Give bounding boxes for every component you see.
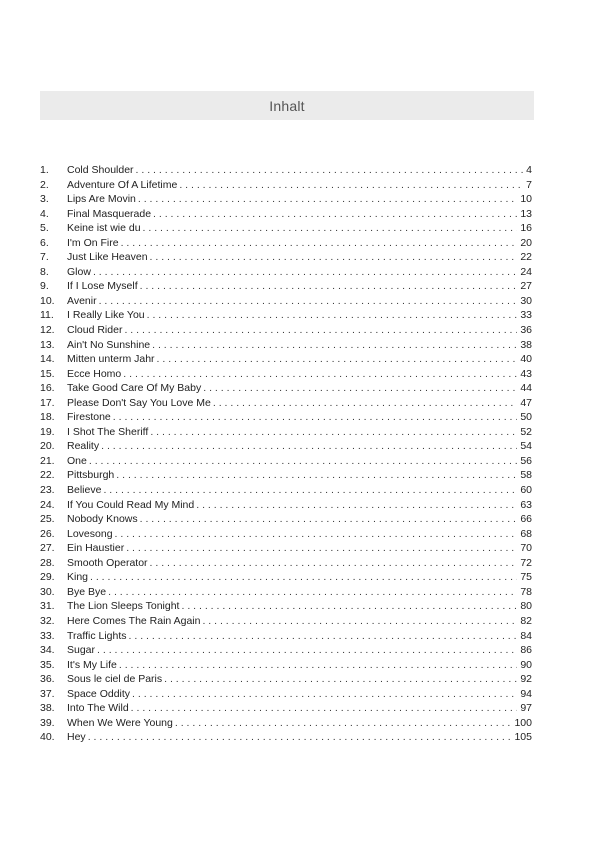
toc-entry-number: 31. — [40, 600, 55, 613]
toc-entry — [40, 701, 532, 716]
toc-entry — [40, 498, 532, 513]
toc-dot-leader — [143, 221, 518, 236]
toc-entry — [40, 454, 532, 469]
toc-entry-title: Adventure Of A Lifetime — [67, 178, 178, 191]
toc-entry-title: The Lion Sleeps Tonight — [67, 600, 180, 613]
toc-dot-leader — [131, 701, 518, 716]
toc-entry — [40, 658, 532, 673]
toc-entry-title: Pittsburgh — [67, 469, 115, 482]
toc-entry-number: 18. — [40, 411, 55, 424]
toc-entry-title: Keine ist wie du — [67, 222, 141, 235]
toc-dot-leader — [119, 658, 517, 673]
toc-entry-title: Cold Shoulder — [67, 164, 134, 176]
toc-entry-number: 21. — [40, 454, 55, 467]
toc-entry-title: Space Oddity — [67, 687, 131, 700]
toc-entry — [40, 396, 532, 411]
toc-entry-number: 23. — [40, 484, 55, 497]
toc-entry — [40, 512, 532, 527]
toc-entry-page: 16 — [520, 222, 532, 235]
toc-entry-number: 7. — [40, 251, 49, 264]
toc-entry-page: 82 — [520, 614, 532, 627]
toc-dot-leader — [89, 454, 517, 469]
toc-entry-number: 17. — [40, 396, 55, 409]
toc-entry — [40, 643, 532, 658]
toc-entry-title: Into The Wild — [67, 702, 129, 715]
toc-entry — [40, 599, 532, 614]
toc-entry — [40, 192, 532, 207]
toc-entry — [40, 570, 532, 585]
toc-entry-page: 20 — [520, 236, 532, 249]
toc-dot-leader — [164, 672, 517, 687]
toc-entry-number: 28. — [40, 556, 55, 569]
toc-entry-number: 39. — [40, 716, 55, 729]
toc-dot-leader — [90, 570, 517, 585]
toc-entry-title: I Shot The Sheriff — [67, 425, 149, 438]
toc-entry-page: 78 — [520, 585, 532, 598]
toc-entry-title: One — [67, 454, 87, 467]
toc-entry — [40, 716, 532, 731]
toc-dot-leader — [147, 308, 518, 323]
toc-entry-page: 13 — [520, 207, 532, 220]
toc-entry-page: 22 — [520, 251, 532, 264]
toc-entry-title: Avenir — [67, 294, 97, 307]
toc-entry — [40, 308, 532, 323]
toc-entry-number: 30. — [40, 585, 55, 598]
toc-entry-number: 25. — [40, 513, 55, 526]
toc-entry-page: 100 — [514, 716, 532, 729]
toc-entry-number: 35. — [40, 658, 55, 671]
toc-entry-page: 92 — [520, 673, 532, 686]
toc-entry-page: 7 — [526, 178, 532, 191]
toc-dot-leader — [157, 352, 518, 367]
table-of-contents — [40, 163, 532, 745]
toc-entry-page: 63 — [520, 498, 532, 511]
toc-dot-leader — [140, 512, 518, 527]
toc-entry-title: Believe — [67, 484, 102, 497]
toc-entry — [40, 629, 532, 644]
toc-entry-page: 60 — [520, 484, 532, 497]
toc-entry-page: 68 — [520, 527, 532, 540]
toc-entry-title: Lips Are Movin — [67, 193, 136, 206]
toc-entry — [40, 439, 532, 454]
toc-entry — [40, 236, 532, 251]
toc-entry-title: Firestone — [67, 411, 111, 424]
toc-dot-leader — [181, 599, 517, 614]
page-title: Inhalt — [269, 97, 305, 114]
toc-entry-number: 34. — [40, 644, 55, 657]
toc-entry-title: Bye Bye — [67, 585, 107, 598]
toc-dot-leader — [115, 527, 518, 542]
toc-dot-leader — [88, 730, 512, 745]
toc-entry-title: Hey — [67, 731, 86, 744]
toc-dot-leader — [213, 396, 517, 411]
toc-dot-leader — [136, 163, 524, 178]
toc-entry-page: 70 — [520, 542, 532, 555]
toc-entry-number: 6. — [40, 236, 49, 249]
toc-entry-page: 43 — [520, 367, 532, 380]
toc-entry-number: 32. — [40, 614, 55, 627]
toc-entry-title: Reality — [67, 440, 100, 453]
toc-entry-number: 40. — [40, 731, 55, 744]
toc-dot-leader — [140, 279, 518, 294]
toc-entry-number: 9. — [40, 280, 49, 293]
toc-entry-title: Just Like Heaven — [67, 251, 148, 264]
toc-entry — [40, 323, 532, 338]
toc-entry-title: If I Lose Myself — [67, 280, 138, 293]
toc-entry-title: Please Don't Say You Love Me — [67, 396, 211, 409]
toc-entry-title: Here Comes The Rain Again — [67, 614, 201, 627]
toc-entry-number: 1. — [40, 164, 49, 176]
toc-entry-title: Sous le ciel de Paris — [67, 673, 163, 686]
toc-dot-leader — [153, 207, 517, 222]
toc-entry-number: 5. — [40, 222, 49, 235]
toc-dot-leader — [150, 556, 518, 571]
toc-entry-title: Nobody Knows — [67, 513, 138, 526]
toc-entry-number: 36. — [40, 673, 55, 686]
toc-entry — [40, 265, 532, 280]
toc-entry — [40, 294, 532, 309]
toc-dot-leader — [129, 629, 518, 644]
toc-entry-page: 80 — [520, 600, 532, 613]
toc-entry — [40, 614, 532, 629]
toc-entry — [40, 338, 532, 353]
toc-entry-title: I'm On Fire — [67, 236, 119, 249]
toc-entry — [40, 207, 532, 222]
toc-entry — [40, 352, 532, 367]
toc-entry-page: 33 — [520, 309, 532, 322]
toc-entry-page: 50 — [520, 411, 532, 424]
toc-dot-leader — [124, 323, 517, 338]
toc-entry-page: 84 — [520, 629, 532, 642]
toc-entry-number: 33. — [40, 629, 55, 642]
toc-entry-page: 10 — [520, 193, 532, 206]
toc-dot-leader — [126, 541, 517, 556]
toc-entry-number: 15. — [40, 367, 55, 380]
toc-entry-title: If You Could Read My Mind — [67, 498, 195, 511]
toc-entry — [40, 410, 532, 425]
toc-entry-page: 40 — [520, 353, 532, 366]
toc-dot-leader — [121, 236, 518, 251]
toc-dot-leader — [179, 178, 523, 193]
toc-dot-leader — [99, 294, 518, 309]
toc-entry-number: 37. — [40, 687, 55, 700]
toc-entry-title: It's My Life — [67, 658, 117, 671]
toc-dot-leader — [113, 410, 518, 425]
toc-entry-title: Glow — [67, 265, 91, 278]
toc-entry-page: 24 — [520, 265, 532, 278]
toc-entry-number: 29. — [40, 571, 55, 584]
toc-entry-page: 90 — [520, 658, 532, 671]
toc-entry-page: 47 — [520, 396, 532, 409]
toc-entry-number: 2. — [40, 178, 49, 191]
toc-entry-title: Traffic Lights — [67, 629, 127, 642]
toc-entry-title: Mitten unterm Jahr — [67, 353, 155, 366]
toc-entry-page: 30 — [520, 294, 532, 307]
toc-entry-number: 10. — [40, 294, 55, 307]
toc-dot-leader — [101, 439, 517, 454]
toc-entry-page: 27 — [520, 280, 532, 293]
toc-entry — [40, 279, 532, 294]
toc-entry-number: 3. — [40, 193, 49, 206]
toc-entry-title: When We Were Young — [67, 716, 173, 729]
toc-dot-leader — [97, 643, 517, 658]
toc-dot-leader — [93, 265, 517, 280]
toc-entry-number: 13. — [40, 338, 55, 351]
toc-entry-page: 94 — [520, 687, 532, 700]
toc-entry-page: 58 — [520, 469, 532, 482]
toc-entry — [40, 585, 532, 600]
toc-entry-title: Take Good Care Of My Baby — [67, 382, 202, 395]
toc-dot-leader — [196, 498, 517, 513]
toc-entry-number: 20. — [40, 440, 55, 453]
toc-dot-leader — [123, 367, 517, 382]
toc-entry — [40, 687, 532, 702]
toc-entry — [40, 730, 532, 745]
toc-entry-page: 44 — [520, 382, 532, 395]
toc-dot-leader — [103, 483, 517, 498]
toc-dot-leader — [152, 338, 517, 353]
toc-entry — [40, 221, 532, 236]
toc-entry — [40, 468, 532, 483]
toc-entry — [40, 672, 532, 687]
toc-entry-title: Lovesong — [67, 527, 113, 540]
toc-entry — [40, 541, 532, 556]
toc-entry-number: 38. — [40, 702, 55, 715]
header-bar — [40, 91, 534, 120]
toc-dot-leader — [132, 687, 517, 702]
toc-entry-number: 4. — [40, 207, 49, 220]
toc-entry-number: 11. — [40, 309, 54, 322]
toc-entry-number: 22. — [40, 469, 55, 482]
toc-entry-title: Smooth Operator — [67, 556, 148, 569]
toc-entry — [40, 163, 532, 178]
toc-entry-number: 26. — [40, 527, 55, 540]
toc-entry-title: Final Masquerade — [67, 207, 152, 220]
toc-entry-number: 8. — [40, 265, 49, 278]
toc-entry-page: 86 — [520, 644, 532, 657]
toc-entry-title: King — [67, 571, 89, 584]
toc-entry-number: 27. — [40, 542, 55, 555]
toc-entry-page: 38 — [520, 338, 532, 351]
toc-entry-number: 12. — [40, 324, 55, 337]
toc-entry-title: Ein Haustier — [67, 542, 125, 555]
toc-entry-page: 4 — [526, 164, 532, 176]
toc-dot-leader — [108, 585, 517, 600]
toc-entry — [40, 425, 532, 440]
toc-entry-title: Ecce Homo — [67, 367, 122, 380]
toc-dot-leader — [203, 381, 517, 396]
toc-dot-leader — [150, 250, 518, 265]
toc-entry — [40, 178, 532, 193]
toc-entry — [40, 527, 532, 542]
toc-entry — [40, 250, 532, 265]
toc-dot-leader — [116, 468, 517, 483]
toc-dot-leader — [175, 716, 512, 731]
toc-entry-page: 105 — [514, 731, 532, 744]
toc-entry-title: Ain't No Sunshine — [67, 338, 151, 351]
toc-entry-number: 14. — [40, 353, 55, 366]
toc-entry-page: 75 — [520, 571, 532, 584]
toc-entry — [40, 483, 532, 498]
toc-entry-number: 16. — [40, 382, 55, 395]
toc-entry-page: 66 — [520, 513, 532, 526]
toc-dot-leader — [138, 192, 517, 207]
toc-entry-title: I Really Like You — [67, 309, 145, 322]
toc-entry-page: 54 — [520, 440, 532, 453]
toc-entry-number: 19. — [40, 425, 55, 438]
toc-entry-page: 72 — [520, 556, 532, 569]
toc-dot-leader — [202, 614, 517, 629]
toc-entry-number: 24. — [40, 498, 55, 511]
toc-entry — [40, 367, 532, 382]
toc-dot-leader — [150, 425, 517, 440]
toc-entry — [40, 381, 532, 396]
toc-entry-page: 56 — [520, 454, 532, 467]
toc-entry — [40, 556, 532, 571]
toc-entry-title: Sugar — [67, 644, 96, 657]
toc-entry-title: Cloud Rider — [67, 324, 123, 337]
toc-entry-page: 52 — [520, 425, 532, 438]
toc-entry-page: 36 — [520, 324, 532, 337]
toc-entry-page: 97 — [520, 702, 532, 715]
